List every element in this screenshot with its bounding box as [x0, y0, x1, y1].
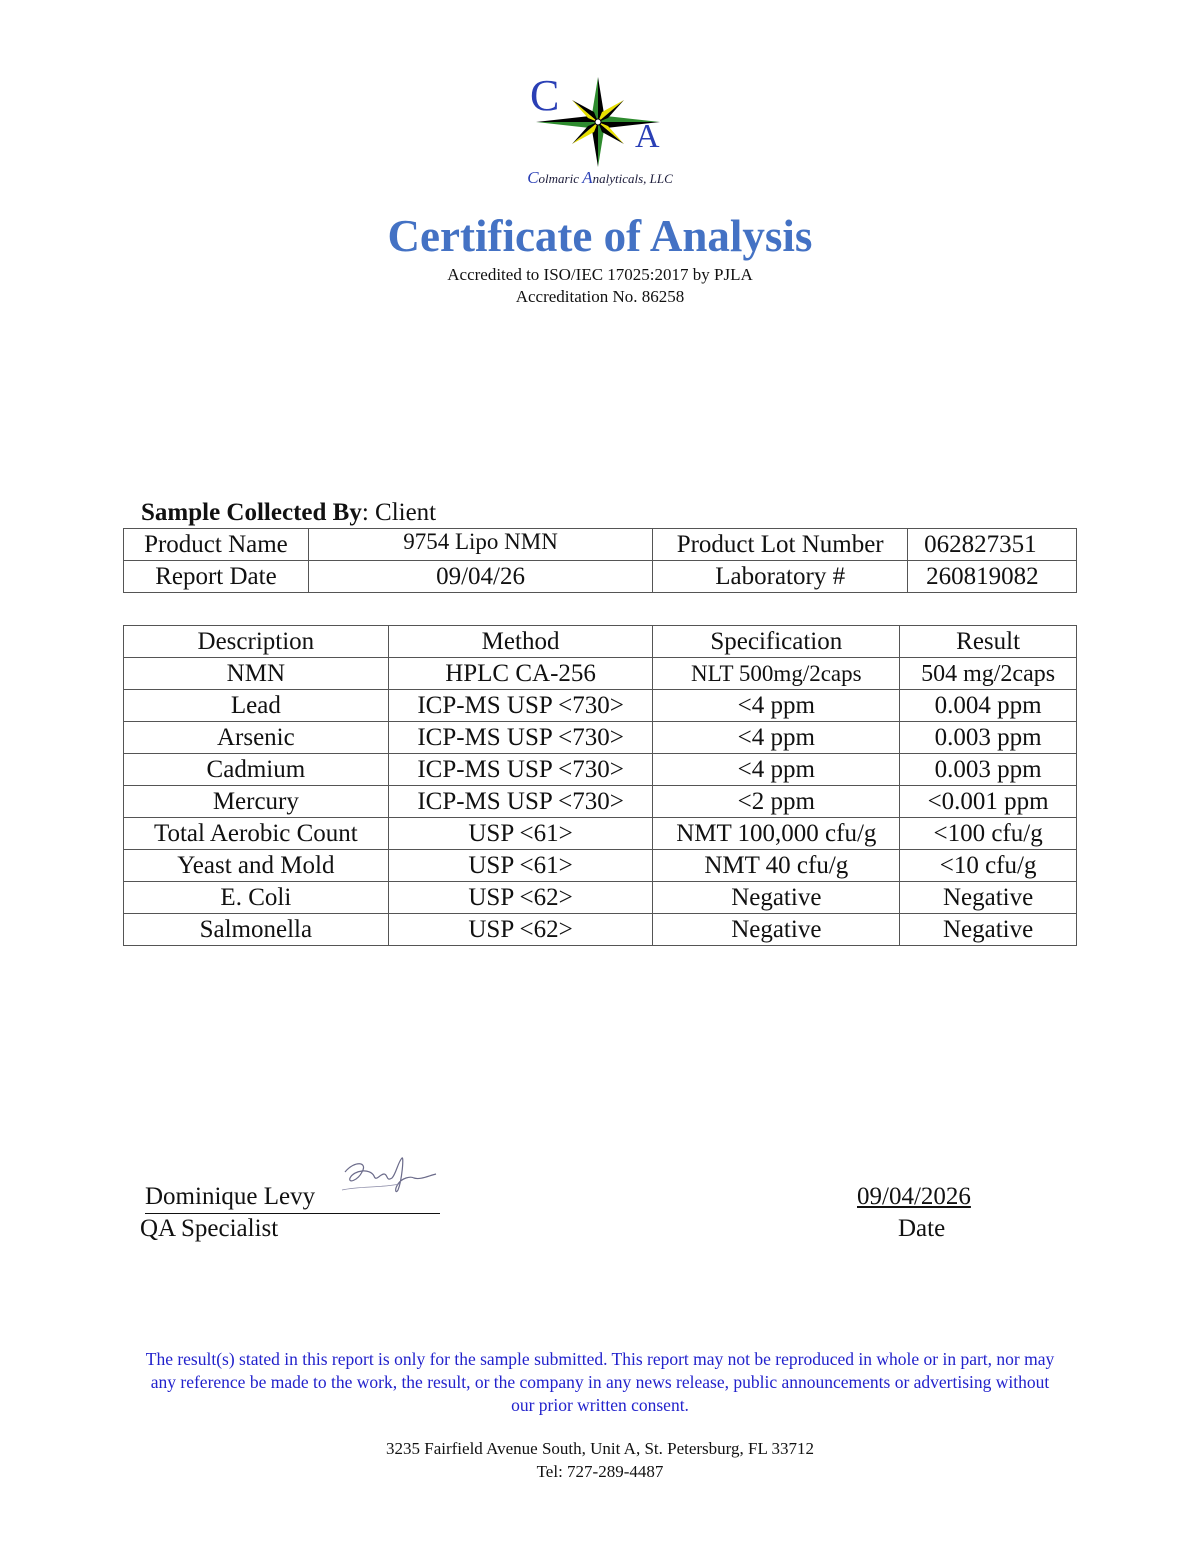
- cell-specification: NMT 40 cfu/g: [653, 850, 900, 882]
- cell-method: USP <61>: [388, 818, 653, 850]
- cell-result: Negative: [900, 914, 1077, 946]
- table-row: [124, 818, 1077, 850]
- product-name-label: Product Name: [124, 529, 309, 561]
- cell-specification: <4 ppm: [653, 722, 900, 754]
- table-row: [124, 722, 1077, 754]
- lot-number-value: 062827351: [908, 529, 1077, 561]
- report-date-value: 09/04/26: [308, 561, 652, 593]
- logo-letter-c: C: [530, 71, 560, 120]
- disclaimer-text: The result(s) stated in this report is only for the sample submitted. This report may not be reproduced in whole or in part, nor may any reference be made to the work, the result, or the company in any news release, public announcements or advertising without our prior written consent.: [145, 1349, 1055, 1415]
- cell-specification: Negative: [653, 914, 900, 946]
- cell-method: ICP-MS USP <730>: [388, 690, 653, 722]
- product-info-table: [123, 528, 1077, 593]
- logo-tagline-a: A: [582, 168, 593, 187]
- column-header-method: Method: [388, 626, 653, 658]
- cell-result: <100 cfu/g: [900, 818, 1077, 850]
- cell-description: E. Coli: [124, 882, 389, 914]
- cell-specification: NMT 100,000 cfu/g: [653, 818, 900, 850]
- accreditation-line-1: Accredited to ISO/IEC 17025:2017 by PJLA: [447, 265, 753, 284]
- cell-result: <10 cfu/g: [900, 850, 1077, 882]
- cell-specification: NLT 500mg/2caps: [653, 658, 900, 690]
- cell-description: NMN: [124, 658, 389, 690]
- table-row: [124, 529, 1077, 561]
- logo-letter-a: A: [635, 118, 660, 155]
- cell-method: ICP-MS USP <730>: [388, 786, 653, 818]
- sample-collected-label: Sample Collected By: [141, 499, 362, 526]
- report-date-label: Report Date: [124, 561, 309, 593]
- cell-description: Yeast and Mold: [124, 850, 389, 882]
- table-row: [124, 561, 1077, 593]
- signatory-role: QA Specialist: [140, 1215, 279, 1242]
- column-header-specification: Specification: [653, 626, 900, 658]
- column-header-description: Description: [124, 626, 389, 658]
- table-row: [124, 690, 1077, 722]
- cell-result: 0.003 ppm: [900, 722, 1077, 754]
- table-row: [124, 754, 1077, 786]
- document-title: Certificate of Analysis: [387, 211, 813, 261]
- cell-specification: <4 ppm: [653, 754, 900, 786]
- cell-description: Lead: [124, 690, 389, 722]
- cell-method: HPLC CA-256: [388, 658, 653, 690]
- results-table: [123, 625, 1077, 946]
- cell-method: USP <62>: [388, 882, 653, 914]
- sample-collected-value: : Client: [361, 499, 437, 526]
- handwritten-signature: [340, 1150, 440, 1200]
- cell-method: ICP-MS USP <730>: [388, 754, 653, 786]
- cell-method: USP <62>: [388, 914, 653, 946]
- table-header-row: [124, 626, 1077, 658]
- logo-tagline-part2: nalyticals, LLC: [592, 171, 673, 186]
- cell-specification: Negative: [653, 882, 900, 914]
- cell-description: Arsenic: [124, 722, 389, 754]
- company-phone: Tel: 727-289-4487: [536, 1462, 664, 1481]
- signoff-date-label: Date: [898, 1215, 946, 1242]
- table-row: [124, 882, 1077, 914]
- cell-result: Negative: [900, 882, 1077, 914]
- cell-description: Cadmium: [124, 754, 389, 786]
- table-row: [124, 850, 1077, 882]
- lot-number-label: Product Lot Number: [653, 529, 908, 561]
- accreditation-line-2: Accreditation No. 86258: [515, 287, 685, 306]
- logo-tagline-c: C: [527, 168, 539, 187]
- laboratory-number-value: 260819082: [908, 561, 1077, 593]
- cell-specification: <4 ppm: [653, 690, 900, 722]
- signoff-date: 09/04/2026: [857, 1183, 971, 1210]
- product-name-value: 9754 Lipo NMN: [308, 529, 652, 561]
- table-row: [124, 658, 1077, 690]
- cell-description: Mercury: [124, 786, 389, 818]
- cell-method: ICP-MS USP <730>: [388, 722, 653, 754]
- sample-collected: [141, 499, 436, 527]
- logo-tagline: [470, 168, 730, 188]
- table-row: [124, 786, 1077, 818]
- column-header-result: Result: [900, 626, 1077, 658]
- cell-description: Salmonella: [124, 914, 389, 946]
- cell-result: 0.003 ppm: [900, 754, 1077, 786]
- signatory-name: Dominique Levy: [145, 1183, 440, 1214]
- cell-result: 504 mg/2caps: [900, 658, 1077, 690]
- table-row: [124, 914, 1077, 946]
- company-address: 3235 Fairfield Avenue South, Unit A, St. Petersburg, FL 33712: [386, 1439, 814, 1458]
- cell-method: USP <61>: [388, 850, 653, 882]
- cell-description: Total Aerobic Count: [124, 818, 389, 850]
- laboratory-number-label: Laboratory #: [653, 561, 908, 593]
- cell-result: 0.004 ppm: [900, 690, 1077, 722]
- cell-specification: <2 ppm: [653, 786, 900, 818]
- logo-tagline-part1: olmaric: [538, 171, 583, 186]
- cell-result: <0.001 ppm: [900, 786, 1077, 818]
